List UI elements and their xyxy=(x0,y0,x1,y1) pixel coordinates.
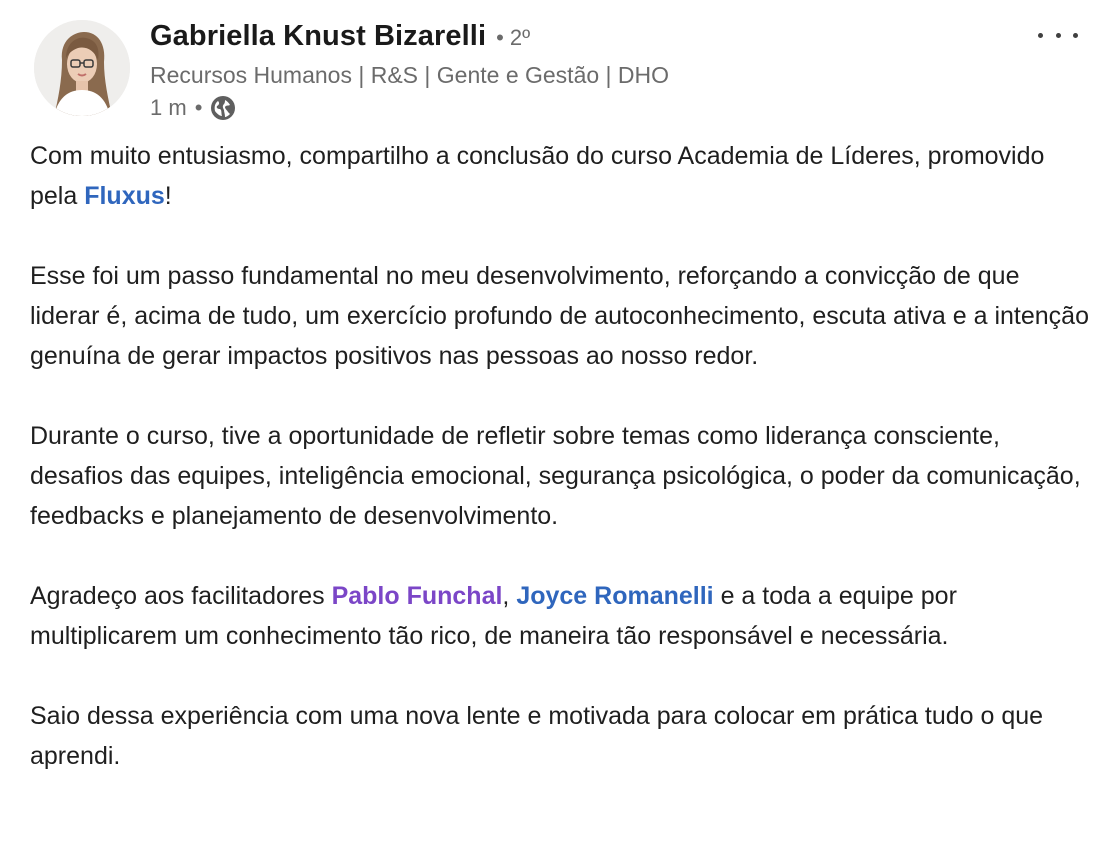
author-name-row xyxy=(150,20,1018,58)
post-paragraph: Esse foi um passo fundamental no meu desenvolvimento, reforçando a convicção de que liderar é, acima de tudo, um exercício profundo de autoconhecimento, escuta ativa e a intenção genuína de gerar impactos positivos nas pessoas ao nosso redor. xyxy=(30,262,1089,370)
globe-icon xyxy=(210,95,236,121)
time-separator: • xyxy=(194,95,203,120)
more-options-button[interactable] xyxy=(1038,24,1078,46)
paragraph-text: ! xyxy=(164,182,172,210)
mention-joyce-romanelli[interactable]: Joyce Romanelli xyxy=(516,582,714,610)
post-paragraph xyxy=(30,136,1090,216)
paragraph-text: e a toda a equipe por multiplicarem um conhecimento tão rico, de maneira tão responsável e necessária. xyxy=(30,582,957,650)
paragraph-text: Agradeço aos facilitadores xyxy=(30,582,332,610)
author-avatar[interactable] xyxy=(34,20,130,116)
mention-fluxus[interactable]: Fluxus xyxy=(84,182,165,210)
post-paragraph xyxy=(30,576,1090,656)
paragraph-text: , xyxy=(502,582,517,610)
ellipsis-icon xyxy=(1038,33,1043,38)
author-headline: Recursos Humanos | R&S | Gente e Gestão | DHO xyxy=(150,62,670,88)
post-paragraph: Durante o curso, tive a oportunidade de refletir sobre temas como liderança consciente, desafios das equipes, inteligência emocional, segurança psicológica, o poder da comunicação, feedbacks e planejamento de desenvolvimento. xyxy=(30,422,1081,530)
post-paragraph: Saio dessa experiência com uma nova lente e motivada para colocar em prática tudo o que aprendi. xyxy=(30,702,1044,770)
post-header xyxy=(34,20,1078,120)
paragraph-text: Com muito entusiasmo, compartilho a conclusão do curso Academia de Líderes, promovido pela xyxy=(30,142,1045,210)
ellipsis-icon xyxy=(1073,33,1078,38)
connection-degree: • 2º xyxy=(496,25,531,50)
author-meta xyxy=(150,20,1018,124)
author-name[interactable]: Gabriella Knust Bizarelli xyxy=(150,20,487,52)
post-time-row xyxy=(150,92,1018,124)
mention-pablo-funchal[interactable]: Pablo Funchal xyxy=(331,582,503,610)
post-body xyxy=(30,136,1090,816)
post-time: 1 m xyxy=(150,95,187,120)
ellipsis-icon xyxy=(1056,33,1061,38)
avatar-photo xyxy=(34,20,130,116)
